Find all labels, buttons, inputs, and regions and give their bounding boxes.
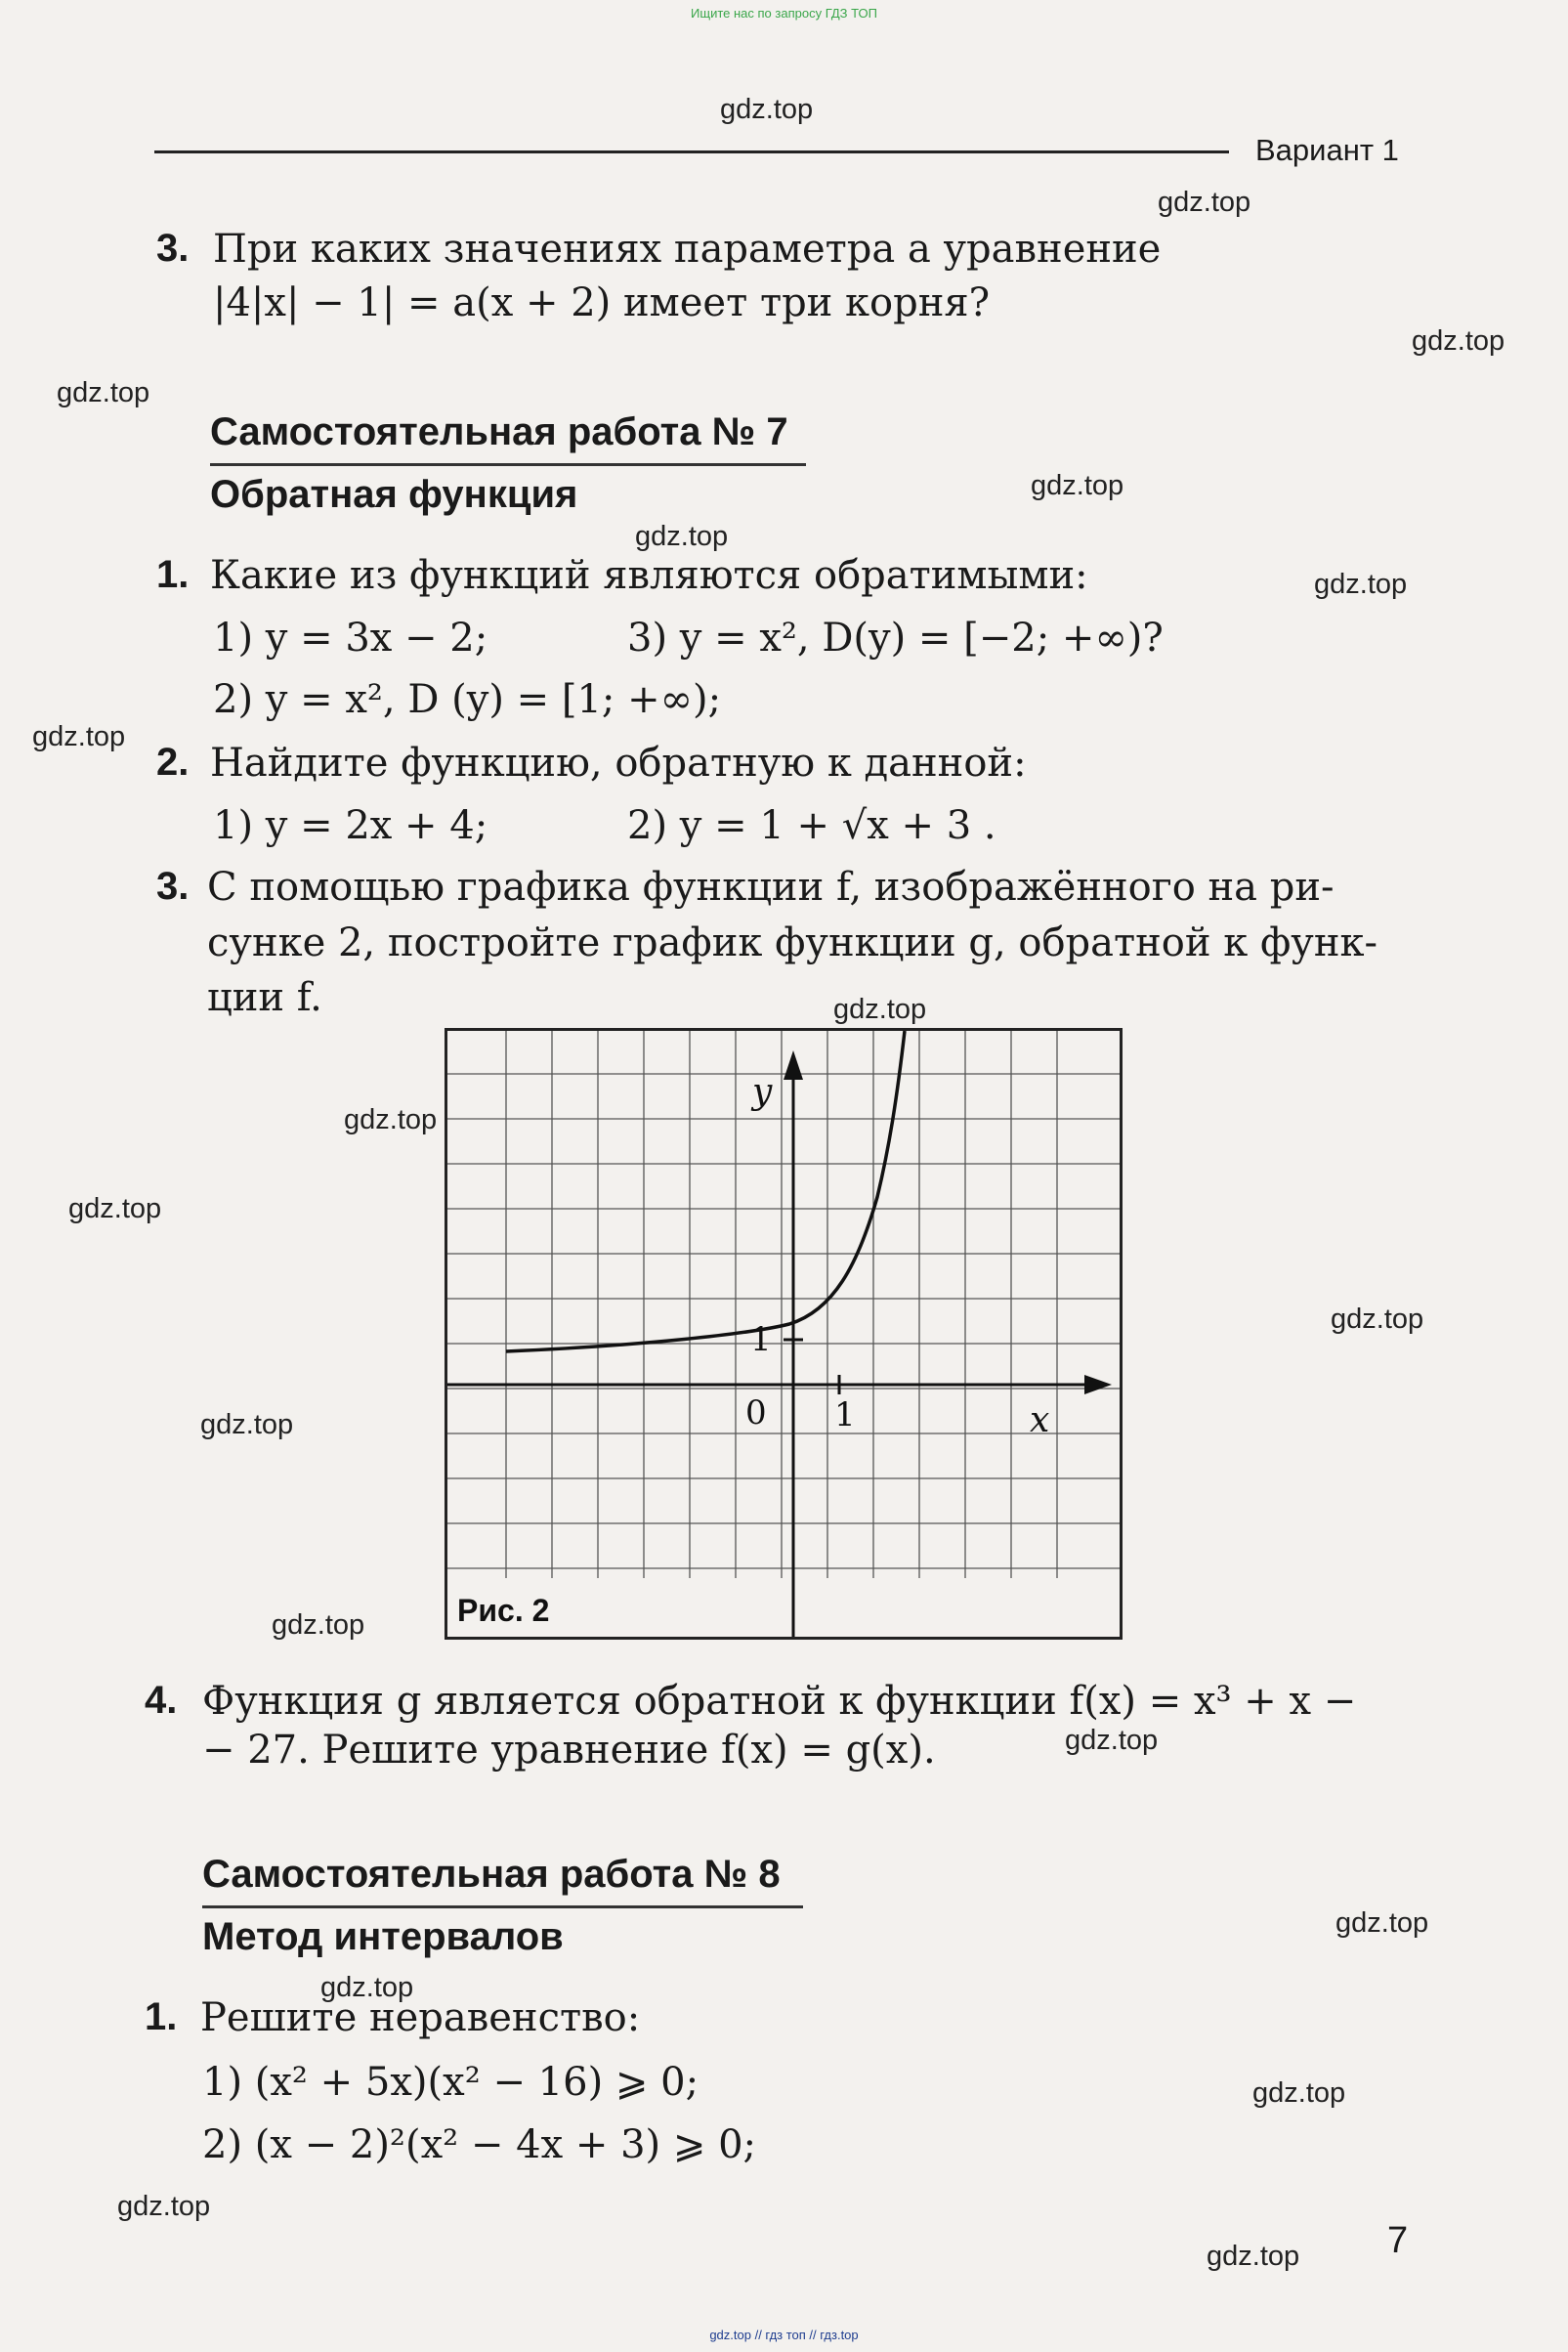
y-axis-label: y [752,1072,773,1112]
section-subtitle: Обратная функция [210,473,578,516]
watermark: gdz.top [1065,1725,1159,1756]
task-text: сунке 2, постройте график функции g, обратной к функ- [207,920,1377,965]
origin-label: 0 [745,1393,767,1433]
watermark: gdz.top [833,994,927,1025]
title-underline [202,1905,803,1908]
option: 2) y = 1 + √x + 3 . [627,803,996,848]
watermark: gdz.top [1252,2077,1346,2109]
task-text: − 27. Решите уравнение f(x) = g(x). [202,1728,936,1773]
watermark: gdz.top [200,1409,294,1440]
function-graph [447,1031,1120,1637]
task-number: 2. [156,741,190,784]
task-text: Какие из функций являются обратимыми: [210,553,1088,598]
watermark: gdz.top [1314,569,1408,600]
watermark: gdz.top [1331,1304,1424,1335]
watermark: gdz.top [272,1609,365,1641]
function-curve [506,1031,905,1351]
watermark: gdz.top [1412,325,1505,357]
x-tick-label: 1 [834,1395,856,1434]
watermark: gdz.top [117,2191,211,2222]
watermark: gdz.top [57,377,150,408]
watermark: gdz.top [720,94,814,125]
site-footer-links[interactable]: gdz.top // гдз топ // гдз.top [709,2328,859,2342]
task-text: С помощью графика функции f, изображённого на ри- [207,865,1335,910]
task-number: 4. [145,1679,178,1722]
x-axis-label: x [1030,1400,1050,1440]
section-subtitle: Метод интервалов [202,1915,564,1958]
figure-caption: Рис. 2 [457,1593,550,1628]
watermark: gdz.top [344,1104,438,1135]
watermark: gdz.top [32,721,126,752]
header-rule [154,150,1229,153]
task-text: При каких значениях параметра a уравнение [213,227,1162,272]
x-axis-arrow [1084,1375,1112,1394]
option: 1) y = 3x − 2; [213,616,488,661]
title-underline [210,463,806,466]
option: 2) y = x², D (y) = [1; +∞); [213,677,722,722]
y-axis-arrow [784,1050,803,1080]
site-search-hint[interactable]: Ищите нас по запросу ГДЗ ТОП [691,6,877,21]
task-number: 1. [145,1995,178,2038]
function-graph-figure [445,1028,1123,1640]
watermark: gdz.top [1158,187,1251,218]
option: 1) (x² + 5x)(x² − 16) ⩾ 0; [202,2060,699,2105]
page-number: 7 [1387,2220,1409,2261]
option: 2) (x − 2)²(x² − 4x + 3) ⩾ 0; [202,2122,756,2167]
variant-label: Вариант 1 [1255,133,1399,167]
option: 3) y = x², D(y) = [−2; +∞)? [627,616,1164,661]
task-number: 3. [156,865,190,908]
task-number: 3. [156,227,190,270]
task-text: Найдите функцию, обратную к данной: [210,741,1027,786]
task-text: |4|x| − 1| = a(x + 2) имеет три корня? [213,280,991,325]
section-title: Самостоятельная работа № 7 [210,410,788,453]
watermark: gdz.top [1031,470,1124,501]
section-title: Самостоятельная работа № 8 [202,1853,781,1896]
option: 1) y = 2x + 4; [213,803,488,848]
watermark: gdz.top [1207,2241,1300,2272]
task-text: Решите неравенство: [200,1995,641,2040]
watermark: gdz.top [635,521,729,552]
watermark: gdz.top [320,1972,414,2003]
task-text: ции f. [207,975,322,1020]
y-tick-label: 1 [750,1320,772,1359]
task-text: Функция g является обратной к функции f(x) = x³ + x − [202,1679,1357,1724]
task-number: 1. [156,553,190,596]
watermark: gdz.top [1335,1907,1429,1939]
watermark: gdz.top [68,1193,162,1224]
